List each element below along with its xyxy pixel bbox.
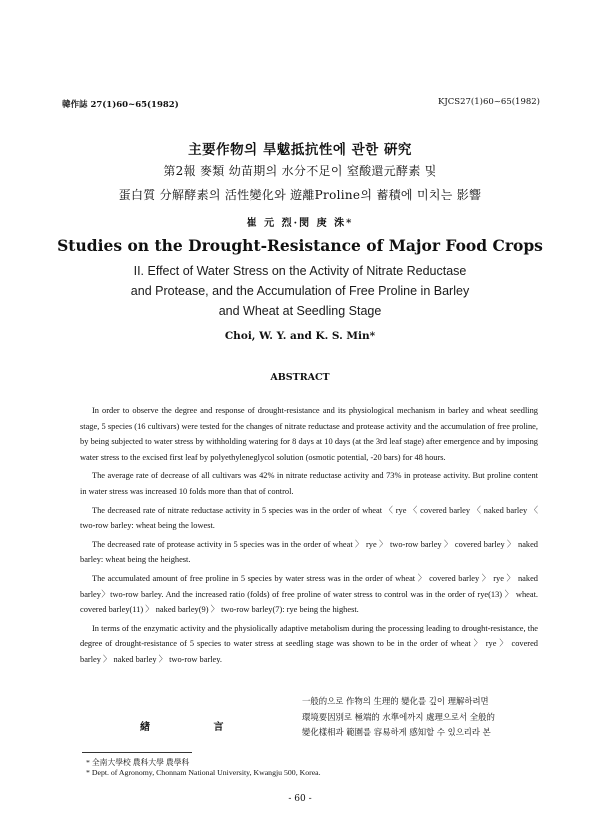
journal-citation-korean: 韓作誌 27(1)60~65(1982): [62, 100, 179, 110]
abstract-paragraph: In terms of the enzymatic activity and the physiolically adaptive metabolism during the processing leading to drought-resistance, the degree of drought-resistance of 5 species to water stress at seedling stage was shown to be in the order of wheat 〉 rye 〉 covered barley 〉 naked barley 〉 two-row barley.: [80, 623, 538, 664]
abstract-paragraph: The accumulated amount of free proline in 5 species by water stress was in the order of wheat 〉 covered barley 〉 rye 〉 naked barley〉two-row barley. And the increased ratio (folds) of free proline of water stress to control was in the order of rye(13) 〉 wheat. covered barley(11) 〉 naked barley(9) 〉 two-row barley(7): rye being the highest.: [80, 573, 538, 615]
introduction-heading: 緖 言: [140, 722, 254, 733]
abstract-body: [80, 403, 538, 671]
footnote-english: * Dept. of Agronomy, Chonnam National University, Kwangju 500, Korea.: [86, 768, 321, 777]
korean-subtitle-line2: 蛋白質 分解酵素의 活性變化와 遊離Proline의 蓄積에 미치는 影響: [118, 188, 482, 202]
korean-authors: 崔 元 烈·閔 庚 洙*: [246, 218, 354, 229]
page-number: - 60 -: [288, 794, 312, 804]
journal-citation-english: KJCS27(1)60~65(1982): [438, 97, 540, 107]
intro-line: 一般的으로 作物의 生理的 變化를 깊이 理解하려면: [302, 696, 489, 706]
english-subtitle-line3: and Wheat at Seedling Stage: [218, 304, 382, 318]
footnote-divider: [82, 752, 192, 753]
korean-subtitle-line1: 第2報 麥類 幼苗期의 水分不足이 窒酸還元酵素 및: [163, 164, 437, 178]
english-authors: Choi, W. Y. and K. S. Min*: [224, 330, 376, 342]
intro-line: 環境要因別로 極端的 水準에까지 處理으로서 全般的: [302, 711, 495, 722]
abstract-paragraph: The decreased rate of nitrate reductase activity in 5 species was in the order of wheat 〈 rye 〈 covered barley 〈 naked barley 〈 two-row barley: wheat being the lowest.: [80, 505, 538, 531]
english-subtitle-line2: and Protease, and the Accumulation of Free Proline in Barley: [130, 284, 470, 298]
footnote-korean: * 全南大學校 農科大學 農學科: [86, 758, 190, 767]
abstract-paragraph: The decreased rate of protease activity in 5 species was in the order of wheat 〉 rye 〉 two-row barley 〉 covered barley 〉 naked barley: wheat being the heighest.: [80, 539, 538, 565]
abstract-heading: ABSTRACT: [270, 372, 330, 383]
korean-title: 主要作物의 旱魃抵抗性에 관한 硏究: [188, 142, 412, 158]
intro-line: 變化樣相과 範圍를 容易하게 感知할 수 있으리라 본: [302, 727, 491, 738]
english-subtitle-line1: II. Effect of Water Stress on the Activity of Nitrate Reductase: [133, 264, 467, 278]
abstract-paragraph: The average rate of decrease of all cultivars was 42% in nitrate reductase activity and 73% in protease activity. But proline content in water stress was increased 10 folds more than that of control.: [80, 471, 538, 496]
introduction-text: [302, 694, 540, 741]
english-title: Studies on the Drought-Resistance of Major Food Crops: [57, 236, 543, 255]
abstract-paragraph: In order to observe the degree and response of drought-resistance and its physiological mechanism in barley and wheat seedling stage, 5 species (16 cultivars) were tested for the changes of nitrate reductase and protease activity and the accumulation of free proline, by being subjected to water stress by withholding watering for 8 days at 10 days (at the 3rd leaf stage) after emergence and by imposing water stress to the excised first leaf by polyethyleneglycol solution (osmotic potential, -20 bars) for 48 hours.: [80, 406, 538, 462]
